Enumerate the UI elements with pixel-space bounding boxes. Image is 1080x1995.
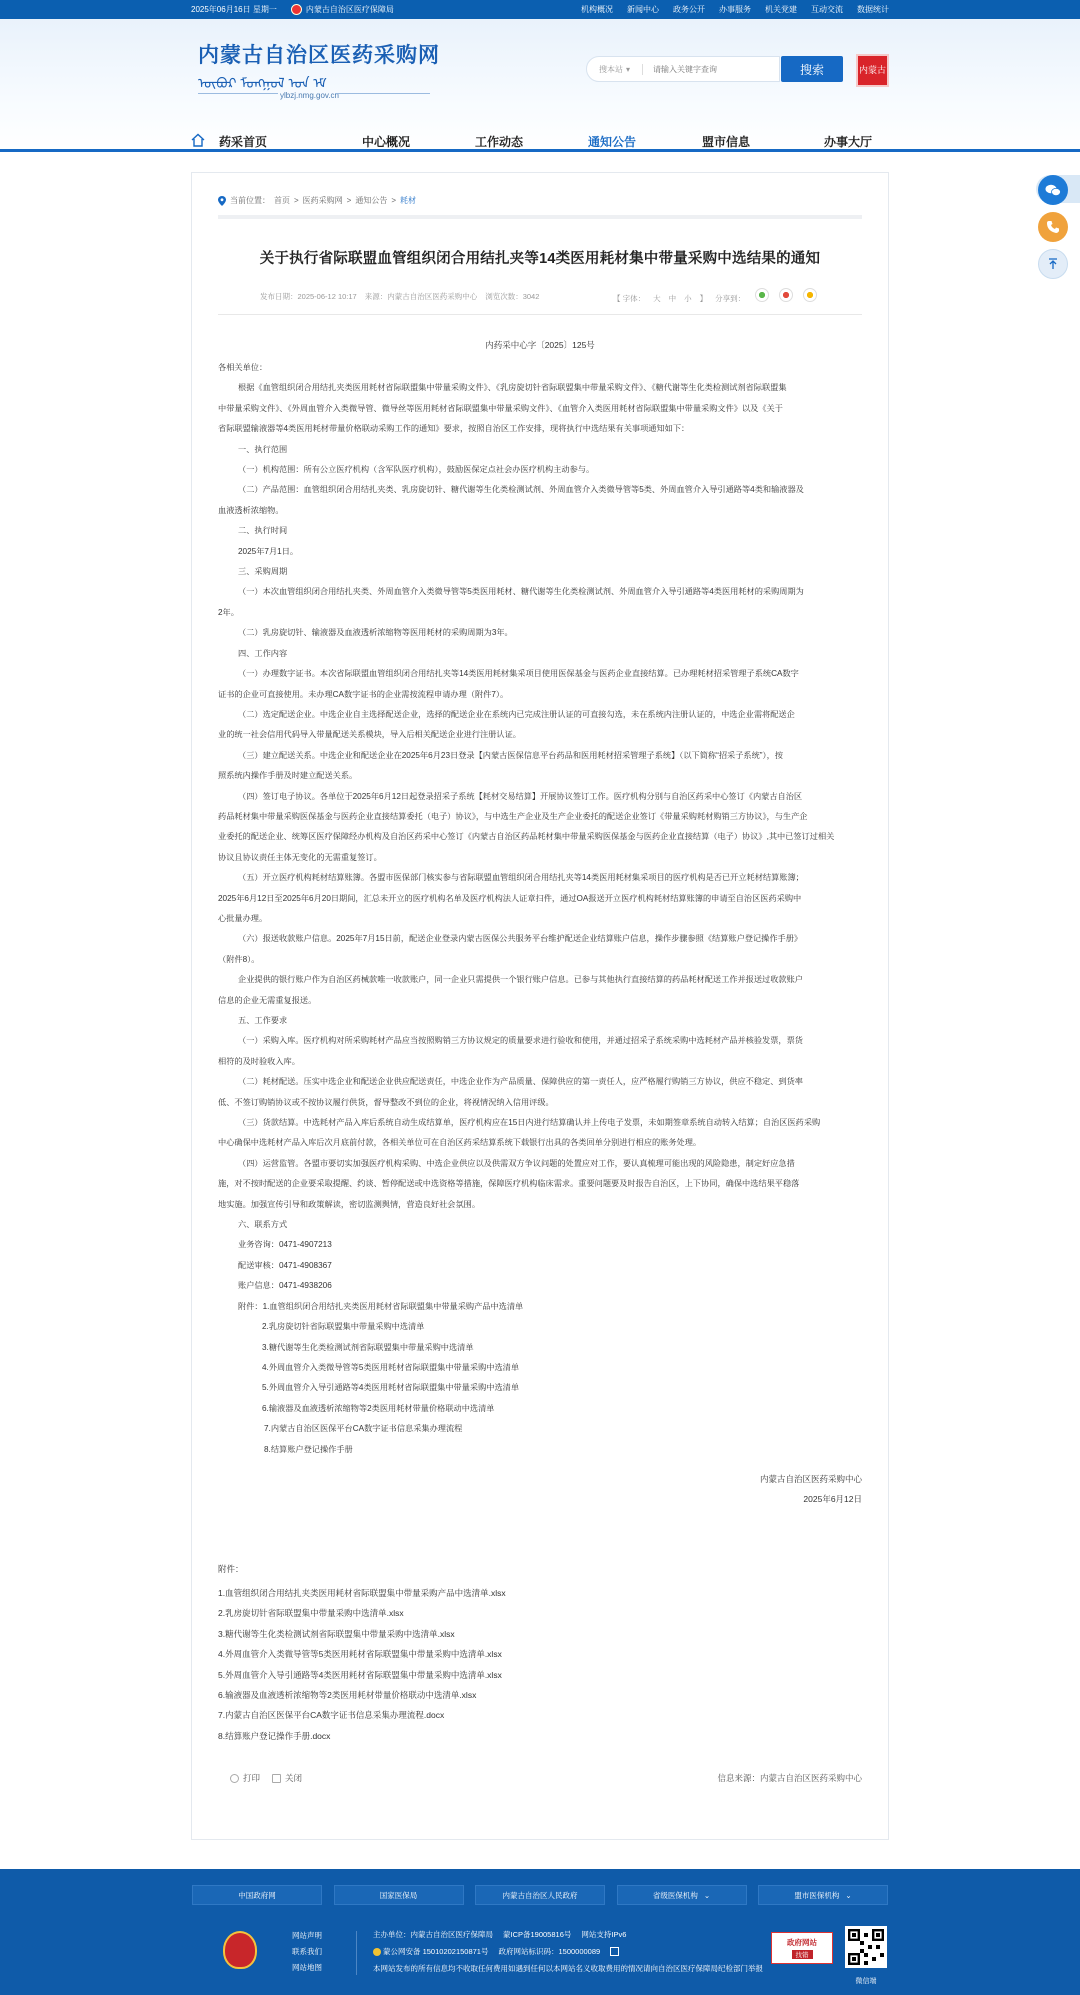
info-source: 信息来源：内蒙古自治区医药采购中心 — [717, 1773, 862, 1783]
footer-nav — [292, 1928, 322, 1976]
paragraph: 业委托的配送企业、统筹区医疗保障经办机构及自治区药采中心签订《内蒙古自治区药品耗材集中带量采购医保基金与医药企业直接结算（电子）协议》,其中已签订过相关 — [218, 832, 835, 842]
font-size-close: 】 — [699, 293, 708, 303]
top-link-zhengwu[interactable]: 政务公开 — [673, 5, 705, 14]
footer-divider — [356, 1931, 357, 1975]
footer-icp[interactable]: 蒙ICP备19005816号 — [503, 1930, 572, 1939]
gov-site-error-badge[interactable] — [771, 1932, 833, 1964]
breadcrumb-label: 当前位置： — [230, 196, 270, 205]
gov-badge-bottom: 找错 — [792, 1950, 813, 1959]
date-text: 2025年06月16日 星期一 — [191, 4, 277, 14]
paragraph: （二）产品范围：血管组织闭合用结扎夹类、乳房旋切针、糖代谢等生化类检测试剂、外周血管介入类微导管等5类、外周血管介入导引通路等4类和输液器及 — [238, 485, 804, 495]
breadcrumb-sep: > — [391, 196, 397, 205]
paragraph: 三、采购周期 — [238, 567, 288, 577]
paragraph: 2025年7月1日。 — [238, 546, 299, 556]
nav-item-center[interactable]: 中心概况 — [362, 134, 411, 149]
paragraph: 相符的及时验收入库。 — [218, 1056, 300, 1066]
article-body — [218, 358, 862, 1460]
paragraph: 省际联盟输液器等4类医用耗材带量价格联动采购工作的通知》要求，按照自治区工作安排，现将执行中选结果有关事项通知如下： — [218, 424, 690, 434]
paragraph: 六、联系方式 — [238, 1220, 288, 1230]
qr-code-graphic — [848, 1929, 884, 1965]
top-link-shuju[interactable]: 数据统计 — [857, 5, 889, 14]
article-card — [191, 172, 889, 1840]
paragraph: （三）货款结算。中选耗材产品入库后系统自动生成结算单，医疗机构应在15日内进行结算确认并上传电子发票，未如期签章系统自动转入结算；自治区医药采购 — [238, 1118, 821, 1128]
qzone-share-icon[interactable] — [803, 288, 817, 302]
paragraph: 中心确保中选耗材产品入库后次月底前付款，各相关单位可在自治区药采结算系统下载银行出具的各类回单分别进行相应的账务处理。 — [218, 1138, 702, 1148]
font-size-label: 【 字体： — [613, 293, 646, 303]
attachment-link[interactable]: 1.血管组织闭合用结扎夹类医用耗材省际联盟集中带量采购产品中选清单.xlsx — [218, 1588, 506, 1598]
phone-float-button[interactable] — [1038, 212, 1068, 242]
footer-link-gov[interactable] — [192, 1885, 322, 1905]
print-label: 打印 — [243, 1773, 261, 1783]
site-footer — [0, 1869, 1080, 1995]
view-count: 浏览次数：3042 — [485, 292, 540, 301]
phone-icon — [1046, 220, 1060, 234]
share-label: 分享到： — [715, 293, 746, 303]
search-input[interactable] — [643, 65, 763, 74]
paragraph: 地实施。加强宣传引导和政策解读，密切监测舆情，营造良好社会氛围。 — [218, 1199, 481, 1209]
paragraph: 一、执行范围 — [238, 444, 288, 454]
attachment-link[interactable]: 8.结算账户登记操作手册.docx — [218, 1730, 331, 1741]
paragraph: 药品耗材集中带量采购医保基金与医药企业直接结算委托（电子）协议》，与中选生产企业及生产企业委托的配送企业签订《带量采购耗材购销三方协议》，与生产企 — [218, 811, 808, 821]
accessibility-icon[interactable] — [610, 1947, 619, 1956]
breadcrumb-procurement[interactable]: 医药采购网 — [302, 196, 343, 205]
signature-date: 2025年6月12日 — [803, 1494, 862, 1504]
breadcrumb-sep: > — [346, 196, 352, 205]
breadcrumb-divider — [218, 215, 862, 219]
search-button[interactable]: 搜索 — [781, 56, 843, 82]
paragraph: 血液透析浓缩物。 — [218, 505, 284, 515]
footer-site-code: 政府网站标识码：1500000089 — [498, 1947, 601, 1956]
paragraph: （一）采购入库。医疗机构对所采购耗材产品应当按照购销三方协议规定的质量要求进行验收和使用，并通过招采子系统采购中选耗材产品并核验发票，票货 — [238, 1036, 803, 1046]
paragraph: 配送审核：0471-4908367 — [238, 1260, 332, 1270]
footer-link-label: 国家医保局 — [379, 1890, 418, 1900]
font-size-medium[interactable]: 中 — [668, 293, 677, 303]
publish-date: 发布日期：2025-06-12 10:17 — [260, 292, 357, 301]
attachment-link[interactable]: 2.乳房旋切针省际联盟集中带量采购中选清单.xlsx — [218, 1608, 404, 1619]
paragraph: （三）建立配送关系。中选企业和配送企业在2025年6月23日登录【内蒙古医保信息平台药品和医用耗材招采管理子系统】（以下简称“招采子系统”），按 — [238, 750, 783, 760]
footer-info — [373, 1926, 768, 1975]
article-meta — [218, 289, 862, 303]
close-icon — [272, 1774, 281, 1783]
top-link-hudong[interactable]: 互动交流 — [811, 5, 843, 14]
site-title-mongolian: ᠥᠪᠦᠷ ᠮᠣᠩᠭᠣᠯ ᠤᠨ ᠡᠮ — [198, 75, 327, 91]
meta-divider — [218, 314, 862, 315]
paragraph: 2年。 — [218, 607, 239, 617]
paragraph: 心批量办理。 — [218, 913, 268, 923]
breadcrumb-current[interactable]: 耗材 — [400, 196, 417, 205]
article-tools — [230, 1772, 302, 1784]
paragraph: 信息的企业无需重复报送。 — [218, 995, 317, 1005]
paragraph: 5.外周血管介入导引通路等4类医用耗材省际联盟集中带量采购中选清单 — [262, 1383, 520, 1393]
attachments-title: 附件： — [218, 1564, 244, 1574]
footer-link-label: 省级医保机构 — [652, 1890, 698, 1900]
attachment-link[interactable]: 7.内蒙古自治区医保平台CA数字证书信息采集办理流程.docx — [218, 1710, 445, 1721]
footer-links — [192, 1885, 888, 1905]
paragraph: 照系统内操作手册及时建立配送关系。 — [218, 771, 358, 781]
footer-link-label: 内蒙古自治区人民政府 — [502, 1890, 578, 1900]
gov-badge-top: 政府网站 — [787, 1938, 817, 1947]
paragraph: （二）乳房旋切针、输液器及血液透析浓缩物等医用耗材的采购周期为3年。 — [238, 628, 513, 638]
footer-link-nhsa[interactable] — [334, 1885, 464, 1905]
paragraph: 4.外周血管介入类微导管等5类医用耗材省际联盟集中带量采购中选清单 — [262, 1362, 520, 1372]
paragraph: 施，对不按时配送的企业要采取提醒、约谈、暂停配送或中选资格等措施，保障医疗机构临床需求。重要问题要及时报告自治区，上下协同，确保中选结果平稳落 — [218, 1179, 800, 1189]
arrow-up-icon — [1047, 258, 1059, 270]
print-icon — [230, 1774, 239, 1783]
search-box — [586, 56, 780, 82]
footer-select-province[interactable] — [617, 1885, 747, 1905]
paragraph: （二）选定配送企业。中选企业自主选择配送企业，选择的配送企业在系统内已完成注册认证的可直接勾选，未在系统内注册认证的，中选企业需将配送企 — [238, 709, 795, 719]
footer-nav-sitemap[interactable]: 网站地图 — [292, 1963, 322, 1972]
chevron-down-icon: ⌄ — [845, 1890, 852, 1900]
nav-item-service[interactable]: 办事大厅 — [824, 134, 873, 149]
top-links — [581, 4, 889, 15]
paragraph: 根据《血管组织闭合用结扎夹类医用耗材省际联盟集中带量采购文件》、《乳房旋切针省际联盟集中带量采购文件》、《糖代谢等生化类检测试剂省际联盟集 — [238, 383, 787, 393]
attachment-link[interactable]: 6.输液器及血液透析浓缩物等2类医用耗材带量价格联动中选清单.xlsx — [218, 1690, 477, 1701]
signature — [760, 1469, 862, 1509]
attachments-list — [218, 1583, 506, 1746]
font-size-large[interactable]: 大 — [653, 293, 661, 303]
top-link-jigou[interactable]: 机构概况 — [581, 5, 613, 14]
footer-ipv6: 网站支持IPv6 — [581, 1930, 627, 1939]
paragraph: （四）签订电子协议。各单位于2025年6月12日起登录招采子系统【耗材交易结算】开展协议签订工作。医疗机构分别与自治区药采中心签订《内蒙古自治区 — [238, 791, 803, 801]
paragraph: 协议且协议责任主体无变化的无需重复签订。 — [218, 852, 382, 862]
font-size-small[interactable]: 小 — [684, 293, 692, 303]
footer-police-label: 蒙公网安备 15010202150871号 — [383, 1947, 489, 1956]
police-badge-icon — [373, 1948, 381, 1956]
breadcrumb — [218, 195, 416, 206]
paragraph: （六）报送收款账户信息。2025年7月15日前，配送企业登录内蒙古医保公共服务平台维护配送企业结算账户信息，操作步骤参照《结算账户登记操作手册》 — [238, 934, 803, 944]
paragraph: 8.结算账户登记操作手册 — [264, 1444, 353, 1454]
article-title: 关于执行省际联盟血管组织闭合用结扎夹等14类医用耗材集中带量采购中选结果的通知 — [259, 251, 821, 267]
footer-link-label: 盟市医保机构 — [794, 1890, 840, 1900]
footer-nav-contact[interactable]: 联系我们 — [292, 1947, 322, 1956]
footer-link-label: 中国政府网 — [238, 1890, 276, 1900]
wechat-share-icon[interactable] — [755, 288, 769, 302]
breadcrumb-home[interactable]: 首页 — [274, 196, 290, 205]
close-button[interactable] — [272, 1772, 302, 1784]
footer-select-league[interactable] — [758, 1885, 888, 1905]
paragraph: 业务咨询：0471-4907213 — [238, 1240, 332, 1250]
healthcare-bureau-link[interactable] — [291, 4, 394, 15]
bureau-logo-icon — [291, 4, 302, 15]
breadcrumb-sep: > — [294, 196, 299, 205]
footer-disclaimer: 本网站发布的所有信息均不收取任何费用如遇到任何以本网站名义收取费用的情况请向自治区医疗保障局纪检部门举报 — [373, 1964, 763, 1973]
seal-logo-icon: 内蒙古 — [856, 54, 889, 87]
paragraph: 证书的企业可直接使用。未办理CA数字证书的企业需按流程申请办理（附件7）。 — [218, 689, 509, 699]
top-link-xinwen[interactable]: 新闻中心 — [627, 5, 659, 14]
paragraph: 2025年6月12日至2025年6月20日期间，汇总未开立的医疗机构名单及医疗机构法人证章扫件，通过OA报送开立医疗机构耗材结算账簿的申请至自治区医药采购中 — [218, 893, 802, 903]
paragraph: 二、执行时间 — [238, 526, 288, 536]
nav-item-work[interactable]: 工作动态 — [475, 134, 524, 149]
search-scope-select[interactable] — [587, 64, 643, 75]
chevron-down-icon: ▾ — [626, 64, 631, 74]
print-button[interactable] — [230, 1772, 260, 1784]
paragraph: 6.输液器及血液透析浓缩物等2类医用耗材带量价格联动中选清单 — [262, 1403, 495, 1413]
paragraph: 低、不签订购销协议或不按协议履行供货，督导整改不到位的企业，将视情況纳入信用评级。 — [218, 1097, 554, 1107]
nav-item-home[interactable]: 药采首页 — [219, 134, 268, 149]
paragraph: （一）机构范围：所有公立医疗机构（含军队医疗机构），鼓励医保定点社会办医疗机构主动参与。 — [238, 465, 595, 475]
back-to-top-button[interactable] — [1038, 249, 1068, 279]
wechat-icon — [1045, 184, 1061, 197]
attachment-link[interactable]: 3.糖代谢等生化类检测试剂省际联盟集中带量采购中选清单.xlsx — [218, 1628, 455, 1639]
paragraph: 附件：1.血管组织闭合用结扎夹类医用耗材省际联盟集中带量采购产品中选清单 — [238, 1301, 524, 1311]
paragraph: 企业提供的银行账户作为自治区药械款唯一收款账户，同一企业只需提供一个银行账户信息。已参与其他执行直接结算的药品耗材配送工作并报送过收款账户 — [238, 975, 803, 985]
attachment-link[interactable]: 5.外周血管介入导引通路等4类医用耗材省际联盟集中带量采购中选清单.xlsx — [218, 1669, 502, 1680]
footer-nav-statement[interactable]: 网站声明 — [292, 1931, 322, 1940]
qr-caption: 微信端 — [855, 1978, 877, 1985]
site-title[interactable]: 内蒙古自治区医药采购网 — [198, 43, 440, 67]
paragraph: 3.糖代谢等生化类检测试剂省际联盟集中带量采购中选清单 — [262, 1342, 474, 1352]
logo-divider-right — [335, 93, 430, 96]
paragraph: （二）耗材配送。压实中选企业和配送企业供应配送责任，中选企业作为产品质量、保障供应的第一责任人，应严格履行购销三方协议，供应不稳定、到货率 — [238, 1077, 803, 1087]
signature-org: 内蒙古自治区医药采购中心 — [759, 1474, 862, 1484]
close-label: 关闭 — [285, 1773, 303, 1783]
paragraph: 2.乳房旋切针省际联盟集中带量采购中选清单 — [262, 1322, 425, 1332]
chevron-down-icon: ⌄ — [703, 1890, 711, 1900]
wechat-float-button[interactable] — [1038, 175, 1068, 205]
paragraph: 业的统一社会信用代码导入带量配送关系模块，导入后相关配送企业进行注册认证。 — [218, 730, 521, 740]
logo-divider — [198, 93, 278, 96]
paragraph: 账户信息：0471-4938206 — [238, 1281, 332, 1291]
weibo-share-icon[interactable] — [779, 288, 793, 302]
paragraph: 五、工作要求 — [238, 1016, 288, 1025]
document-number: 内药采中心字〔2025〕125号 — [485, 340, 595, 350]
site-header — [0, 19, 1080, 151]
paragraph: （附件8）。 — [218, 954, 260, 964]
footer-sponsor: 主办单位：内蒙古自治区医疗保障局 — [373, 1930, 493, 1939]
home-icon[interactable] — [191, 133, 205, 147]
nav-item-notice[interactable]: 通知公告 — [588, 134, 637, 149]
breadcrumb-notice[interactable]: 通知公告 — [355, 196, 388, 205]
paragraph: 中带量采购文件》、《外周血管介入类微导管、微导丝等医用耗材省际联盟集中带量采购文件》、《血管介入类医用耗材省际联盟集中带量采购文件》以及《关于 — [218, 403, 783, 413]
paragraph: 7.内蒙古自治区医保平台CA数字证书信息采集办理流程 — [264, 1424, 463, 1434]
bureau-link-label: 内蒙古自治区医疗保障局 — [305, 4, 394, 14]
top-link-banshi[interactable]: 办事服务 — [719, 5, 751, 14]
article-source: 来源：内蒙古自治区医药采购中心 — [364, 292, 478, 301]
footer-police-record[interactable] — [373, 1943, 488, 1960]
paragraph: （四）运营监管。各盟市要切实加强医疗机构采购、中选企业供应以及供需双方争议问题的处置应对工作，要认真梳理可能出现的风险隐患，制定好应急措 — [238, 1158, 795, 1168]
footer-link-region-gov[interactable] — [475, 1885, 605, 1905]
nav-item-league[interactable]: 盟市信息 — [702, 134, 751, 149]
paragraph: 四、工作内容 — [238, 648, 288, 658]
search-scope-label: 搜本站 — [599, 64, 623, 74]
top-bar — [0, 0, 1080, 19]
paragraph: 各相关单位： — [218, 363, 268, 372]
attachment-link[interactable]: 4.外周血管介入类微导管等5类医用耗材省际联盟集中带量采购中选清单.xlsx — [218, 1649, 502, 1660]
site-url: ylbzj.nmg.gov.cn — [280, 91, 339, 100]
party-emblem-icon — [223, 1931, 257, 1969]
location-pin-icon — [218, 196, 226, 206]
top-link-dangjian[interactable]: 机关党建 — [765, 5, 797, 14]
paragraph: （五）开立医疗机构耗材结算账簿。各盟市医保部门核实参与省际联盟血管组织闭合用结扎夹等14类医用耗材集采项目的医疗机构是否已开立耗材结算账簿； — [238, 873, 804, 883]
qr-code-icon — [845, 1926, 887, 1968]
paragraph: （一）本次血管组织闭合用结扎夹类、外周血管介入类微导管等5类医用耗材、糖代谢等生化类检测试剂、外周血管介入导引通路等4类医用耗材的采购周期为 — [238, 587, 804, 597]
nav-underline — [0, 149, 1080, 152]
paragraph: （一）办理数字证书。本次省际联盟血管组织闭合用结扎夹等14类医用耗材集采项目使用医保基金与医药企业直接结算。已办理耗材招采管理子系统CA数字 — [238, 669, 799, 679]
